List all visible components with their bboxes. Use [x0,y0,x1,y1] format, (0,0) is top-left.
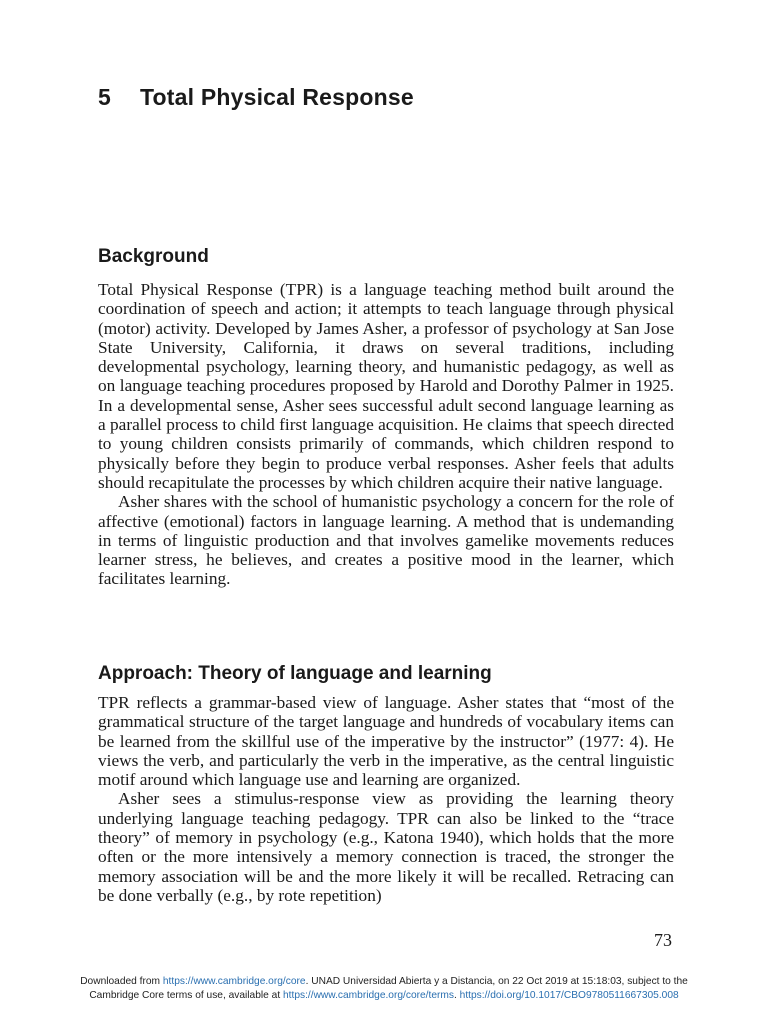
approach-paragraph-2: Asher sees a stimulus-response view as providing the learning theory underlying language teaching pedagogy. TPR can also be linked to the “trace theory” of memory in psychology (e.g., Katona 1940), which holds that the more often or the more intensively a memory connection is traced, the stronger the memory association will be and the more likely it will be recalled. Retracing can be done verbally (e.g., by rote repetition) [98,789,674,905]
background-paragraph-2: Asher shares with the school of humanistic psychology a concern for the role of affective (emotional) factors in language learning. A method that is undemanding in terms of linguistic production and that involves gamelike movements reduces learner stress, he believes, and creates a positive mood in the learner, which facilitates learning. [98,492,674,589]
footer-line-1 [0,975,768,989]
approach-paragraph-1: TPR reflects a grammar-based view of language. Asher states that “most of the grammatical structure of the target language and hundreds of vocabulary items can be learned from the skillful use of the imperative by the instructor” (1977: 4). He views the verb, and particularly the verb in the imperative, as the central linguistic motif around which language use and learning are organized. [98,693,674,790]
footer-line-2: Cambridge Core terms of use, available at https://www.cambridge.org/core/terms. https://doi.org/10.1017/CBO9780511667305.008 [89,990,679,1001]
core-link[interactable]: https://www.cambridge.org/core [162,976,306,987]
footer-terms-prefix: Cambridge Core terms of use, available at [89,990,281,1001]
terms-link[interactable]: https://www.cambridge.org/core/terms [283,990,454,1001]
footer-downloaded-from: Downloaded from [80,976,161,987]
background-paragraph-1: Total Physical Response (TPR) is a language teaching method built around the coordination of speech and action; it attempts to teach language through physical (motor) activity. Developed by James Asher, a professor of psychology at San Jose State University, California, it draws on several traditions, including developmental psychology, learning theory, and humanistic pedagogy, as well as on language teaching procedures proposed by Harold and Dorothy Palmer in 1925. In a developmental sense, Asher sees successful adult second language learning as a parallel process to child first language acquisition. He claims that speech directed to young children consists primarily of commands, which children respond to physically before they begin to produce verbal responses. Asher feels that adults should recapitulate the processes by which children acquire their native language. [98,280,674,492]
chapter-title-text: Total Physical Response [140,84,414,110]
approach-section-body [98,693,674,905]
chapter-title [98,84,414,111]
footer-download-info: . UNAD Universidad Abierta y a Distancia, on 22 Oct 2019 at 15:18:03, subject to the [305,976,688,987]
page-number: 73 [654,930,672,950]
section-heading-background: Background [98,246,209,267]
section-heading-approach: Approach: Theory of language and learning [98,663,492,684]
download-footer [0,975,768,1003]
background-section-body [98,280,674,589]
chapter-number: 5 [98,84,111,110]
doi-link[interactable]: https://doi.org/10.1017/CBO9780511667305.008 [459,990,679,1001]
